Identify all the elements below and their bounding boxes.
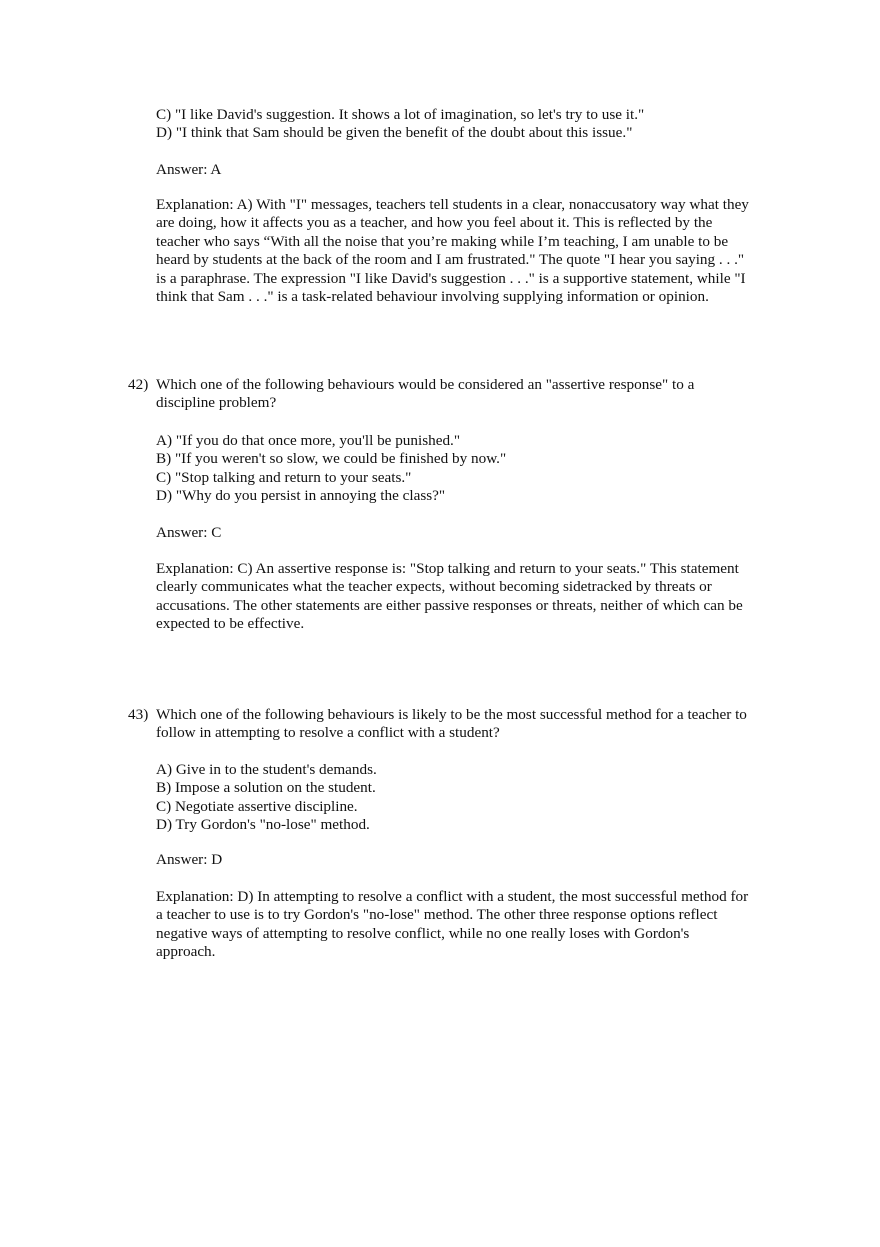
q43-question-line: follow in attempting to resolve a conflict with a student? bbox=[156, 724, 500, 742]
q43-number: 43) bbox=[128, 706, 149, 723]
q41-answer-text: Answer: A bbox=[156, 161, 222, 178]
q41-explanation-line: Explanation: A) With "I" messages, teachers tell students in a clear, nonaccusatory way what they bbox=[156, 196, 749, 213]
q43-question bbox=[156, 706, 780, 743]
q43-answer-text: Answer: D bbox=[156, 851, 223, 868]
q43-answer bbox=[156, 851, 780, 869]
q42-option-d: D) "Why do you persist in annoying the class?" bbox=[156, 487, 446, 505]
q43-question-line: Which one of the following behaviours is likely to be the most successful method for a teacher to bbox=[156, 706, 747, 723]
q42-options bbox=[156, 432, 780, 506]
q41-explanation-line: teacher who says “With all the noise that you’re making while I’m teaching, I am unable to be bbox=[156, 232, 729, 250]
q43-explanation-line: a teacher to use is to try Gordon's "no-lose" method. The other three response options reflect bbox=[156, 906, 718, 924]
q41-option-c: C) "I like David's suggestion. It shows a lot of imagination, so let's try to use it." bbox=[156, 106, 645, 123]
q42-question bbox=[156, 376, 780, 413]
q42-answer bbox=[156, 524, 780, 542]
q42-explanation-line: clearly communicates what the teacher expects, without becoming sidetracked by threats or bbox=[156, 578, 712, 596]
q42-explanation-line: accusations. The other statements are either passive responses or threats, neither of which can be bbox=[156, 596, 743, 614]
q43-option-b: B) Impose a solution on the student. bbox=[156, 779, 376, 797]
q43-explanation-line: approach. bbox=[156, 943, 216, 961]
q43-option-a: A) Give in to the student's demands. bbox=[156, 761, 377, 778]
q42-number: 42) bbox=[128, 376, 149, 393]
q42-option-a: A) "If you do that once more, you'll be punished." bbox=[156, 432, 461, 449]
q41-option-d: D) "I think that Sam should be given the benefit of the doubt about this issue." bbox=[156, 124, 633, 142]
q41-explanation-line: think that Sam . . ." is a task-related behaviour involving supplying information or opinion. bbox=[156, 288, 709, 306]
q41-explanation bbox=[156, 196, 780, 306]
q42-option-c: C) "Stop talking and return to your seats." bbox=[156, 468, 412, 486]
q43-option-d: D) Try Gordon's "no-lose" method. bbox=[156, 816, 370, 834]
q41-explanation-line: is a paraphrase. The expression "I like David's suggestion . . ." is a supportive statement, while "I bbox=[156, 269, 746, 287]
q43-explanation bbox=[156, 888, 780, 962]
q42-option-b: B) "If you weren't so slow, we could be finished by now." bbox=[156, 450, 507, 468]
q41-options bbox=[156, 106, 780, 143]
q42-question-line: Which one of the following behaviours would be considered an "assertive response" to a bbox=[156, 376, 695, 393]
q43-options bbox=[156, 761, 780, 835]
q41-answer bbox=[156, 161, 780, 179]
q43-explanation-line: Explanation: D) In attempting to resolve a conflict with a student, the most successful method for bbox=[156, 888, 749, 905]
q41-explanation-line: heard by students at the back of the room and I am frustrated." The quote "I hear you saying . . ." bbox=[156, 251, 745, 269]
q42-explanation bbox=[156, 560, 780, 634]
q42-explanation-line: Explanation: C) An assertive response is: "Stop talking and return to your seats." This statement bbox=[156, 560, 739, 577]
q41-explanation-line: are doing, how it affects you as a teacher, and how you feel about it. This is reflected by the bbox=[156, 214, 713, 232]
q42-question-line: discipline problem? bbox=[156, 394, 277, 412]
q42-explanation-line: expected to be effective. bbox=[156, 615, 305, 633]
q43-option-c: C) Negotiate assertive discipline. bbox=[156, 797, 358, 815]
q43-explanation-line: negative ways of attempting to resolve conflict, while no one really loses with Gordon's bbox=[156, 924, 690, 942]
q42-answer-text: Answer: C bbox=[156, 524, 222, 541]
